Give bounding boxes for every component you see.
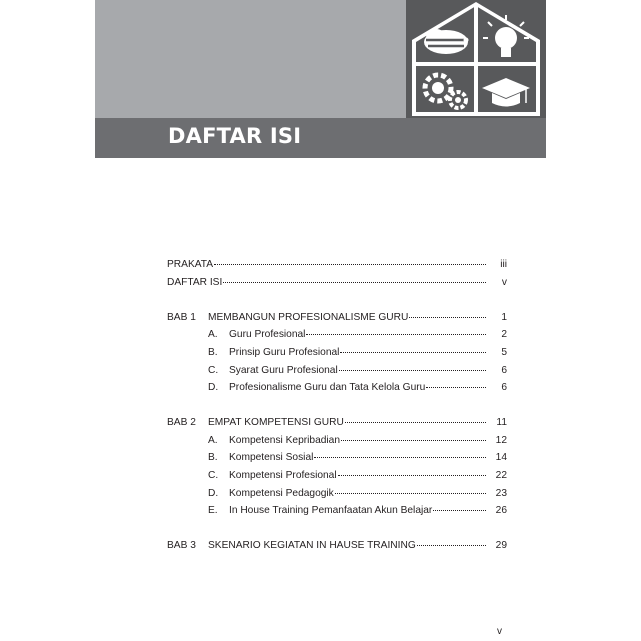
chapter-number: BAB 1 (167, 311, 196, 323)
dot-leader (345, 410, 486, 423)
item-letter: C. (208, 364, 219, 376)
dot-leader (340, 340, 486, 353)
entry-label: Prinsip Guru Profesional (229, 346, 340, 358)
entry-page-number: 22 (495, 470, 507, 481)
dot-leader (339, 358, 486, 371)
item-letter: A. (208, 329, 218, 341)
entry-page-number: 1 (501, 311, 507, 323)
dot-leader (426, 375, 486, 388)
title-band (95, 118, 546, 158)
toc-entry-front[interactable] (167, 272, 507, 290)
entry-label: Profesionalisme Guru dan Tata Kelola Guru (229, 382, 426, 394)
chapter-number: BAB 2 (167, 417, 196, 429)
dot-leader (214, 252, 486, 265)
entry-page-number: 6 (501, 364, 507, 376)
dot-leader (223, 270, 486, 283)
entry-label: Syarat Guru Profesional (229, 364, 338, 376)
dot-leader (417, 533, 486, 546)
toc-entry-chapter[interactable] (167, 535, 507, 553)
dot-leader (306, 322, 486, 335)
entry-label: MEMBANGUN PROFESIONALISME GURU (208, 311, 409, 323)
chapter-number: BAB 3 (167, 540, 196, 552)
entry-page-number: 6 (501, 382, 507, 394)
entry-label: EMPAT KOMPETENSI GURU (208, 417, 344, 429)
entry-label: Kompetensi Sosial (229, 452, 314, 464)
entry-label: DAFTAR ISI (167, 276, 223, 288)
dot-leader (335, 481, 486, 494)
entry-page-number: 12 (495, 434, 507, 446)
item-letter: E. (208, 505, 218, 517)
entry-page-number: 2 (501, 329, 507, 341)
item-letter: B. (208, 452, 218, 464)
item-letter: B. (208, 346, 218, 358)
entry-page-number: 23 (495, 487, 507, 499)
entry-label: SKENARIO KEGIATAN IN HAUSE TRAINING (208, 540, 416, 552)
page-number: v (497, 626, 502, 637)
logo-emblem (406, 0, 546, 118)
entry-page-number: iii (500, 259, 507, 270)
entry-label: In House Training Pemanfaatan Akun Belajar (229, 505, 433, 517)
dot-leader (341, 428, 486, 441)
entry-page-number: 29 (495, 540, 507, 552)
entry-label: Kompetensi Kepribadian (229, 434, 341, 446)
entry-label: PRAKATA (167, 259, 214, 270)
entry-page-number: 14 (495, 452, 507, 464)
page-title: DAFTAR ISI (168, 124, 302, 148)
entry-page-number: 5 (501, 346, 507, 358)
item-letter: D. (208, 382, 219, 394)
entry-page-number: 11 (496, 417, 507, 429)
dot-leader (433, 498, 486, 511)
entry-label: Kompetensi Profesional (229, 470, 337, 481)
dot-leader (338, 463, 486, 476)
item-letter: D. (208, 487, 219, 499)
entry-label: Guru Profesional (229, 329, 306, 341)
item-letter: A. (208, 434, 218, 446)
entry-page-number: v (501, 276, 507, 288)
entry-label: Kompetensi Pedagogik (229, 487, 334, 499)
toc-entry-section[interactable] (167, 500, 507, 518)
item-letter: C. (208, 470, 219, 481)
dot-leader (409, 305, 486, 318)
toc-entry-section[interactable] (167, 377, 507, 395)
entry-page-number: 26 (495, 505, 507, 517)
dot-leader (314, 445, 486, 458)
